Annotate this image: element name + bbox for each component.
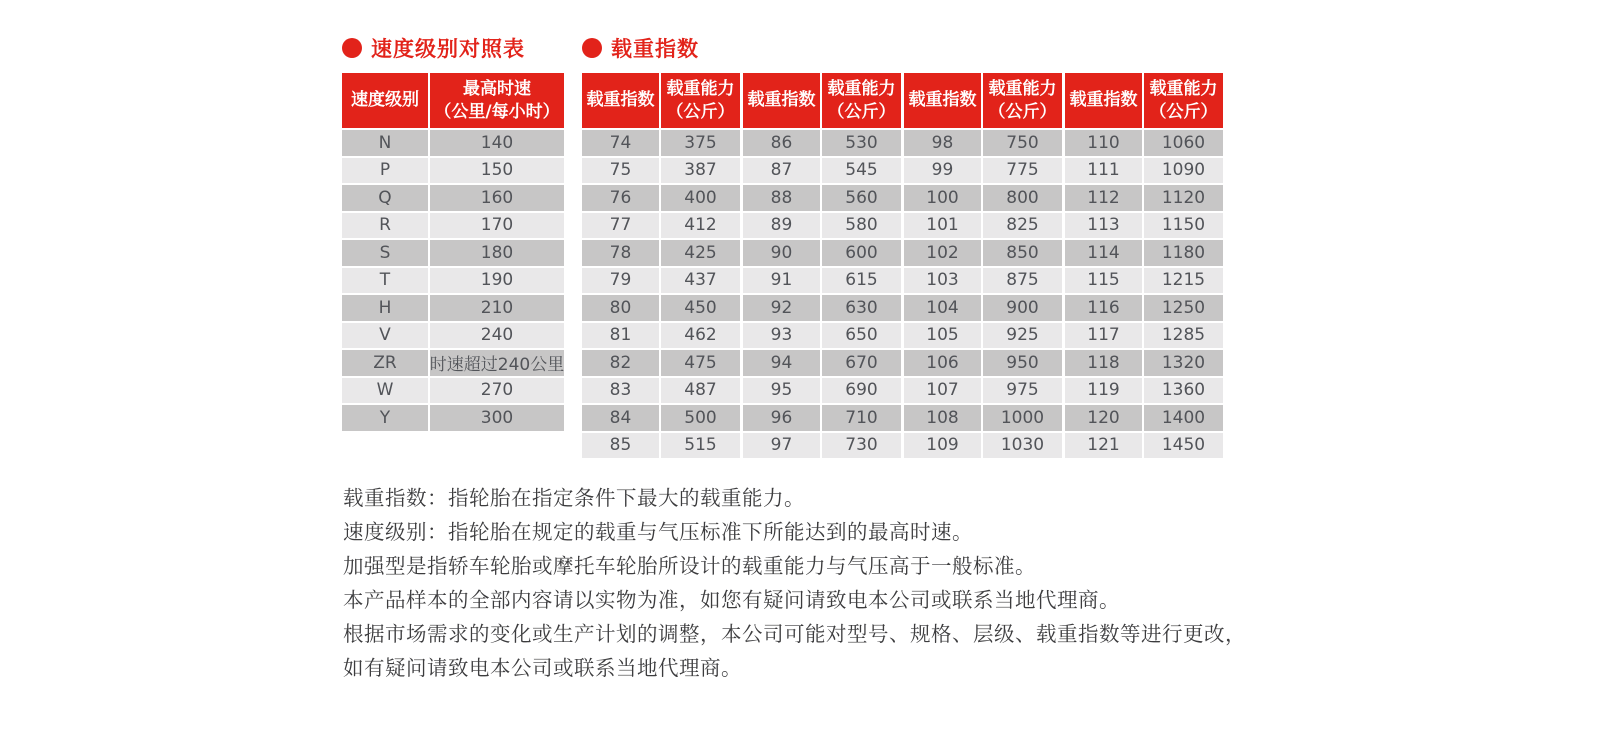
load-table-row xyxy=(582,130,740,156)
load-capacity-header-line1: 载重能力 xyxy=(666,79,735,100)
load-table-row xyxy=(904,323,1062,349)
load-capacity-cell: 475 xyxy=(661,350,740,376)
load-index-cell: 118 xyxy=(1065,350,1142,376)
load-table xyxy=(582,60,1223,460)
speed-rating-section xyxy=(342,36,564,433)
load-index-cell: 113 xyxy=(1065,213,1142,239)
load-capacity-header-line2: （公斤） xyxy=(1149,101,1218,122)
load-table-row xyxy=(1065,433,1223,459)
load-table-row xyxy=(904,405,1062,431)
load-capacity-cell: 1150 xyxy=(1144,213,1223,239)
speed-level-cell: T xyxy=(342,268,428,294)
speed-level-cell: S xyxy=(342,240,428,266)
load-index-cell: 93 xyxy=(743,323,820,349)
max-speed-header-cell xyxy=(430,73,564,128)
load-group-2-body xyxy=(743,130,901,458)
load-index-cell: 120 xyxy=(1065,405,1142,431)
load-capacity-cell: 710 xyxy=(822,405,901,431)
load-capacity-cell: 925 xyxy=(983,323,1062,349)
speed-level-cell: H xyxy=(342,295,428,321)
load-table-row xyxy=(743,130,901,156)
speed-level-cell: P xyxy=(342,158,428,184)
load-capacity-cell: 825 xyxy=(983,213,1062,239)
speed-level-cell: Q xyxy=(342,185,428,211)
load-index-cell: 92 xyxy=(743,295,820,321)
load-table-row xyxy=(582,213,740,239)
load-table-row xyxy=(582,295,740,321)
load-index-cell: 79 xyxy=(582,268,659,294)
max-speed-cell: 240 xyxy=(430,323,564,349)
load-index-cell: 97 xyxy=(743,433,820,459)
load-index-section xyxy=(582,36,1223,460)
load-group-4-body xyxy=(1065,130,1223,458)
load-group-4-header xyxy=(1065,73,1223,128)
load-index-cell: 102 xyxy=(904,240,981,266)
load-capacity-cell: 1215 xyxy=(1144,268,1223,294)
load-table-row xyxy=(1065,405,1223,431)
speed-level-cell: W xyxy=(342,378,428,404)
max-speed-cell: 时速超过240公里 xyxy=(430,350,564,376)
load-index-cell: 101 xyxy=(904,213,981,239)
load-table-row xyxy=(743,378,901,404)
speed-table-row xyxy=(342,350,564,376)
load-capacity-header-line1: 载重能力 xyxy=(988,79,1057,100)
speed-table-header xyxy=(342,73,564,128)
note-line: 如有疑问请致电本公司或联系当地代理商。 xyxy=(343,656,742,680)
max-speed-cell: 140 xyxy=(430,130,564,156)
load-index-cell: 114 xyxy=(1065,240,1142,266)
note-line: 速度级别：指轮胎在规定的载重与气压标准下所能达到的最高时速。 xyxy=(343,520,973,544)
max-speed-header-line1: 最高时速 xyxy=(463,79,531,100)
load-capacity-cell: 630 xyxy=(822,295,901,321)
load-capacity-cell: 412 xyxy=(661,213,740,239)
load-group-1-header xyxy=(582,73,740,128)
load-index-cell: 99 xyxy=(904,158,981,184)
footnotes xyxy=(343,481,1246,685)
load-index-cell: 96 xyxy=(743,405,820,431)
speed-table-row xyxy=(342,185,564,211)
bullet-dot-icon xyxy=(342,38,362,58)
load-capacity-cell: 1320 xyxy=(1144,350,1223,376)
load-table-row xyxy=(743,295,901,321)
load-table-row xyxy=(743,433,901,459)
load-capacity-cell: 530 xyxy=(822,130,901,156)
load-index-cell: 90 xyxy=(743,240,820,266)
load-table-row xyxy=(1065,158,1223,184)
load-table-row xyxy=(743,350,901,376)
load-table-row xyxy=(743,268,901,294)
load-index-cell: 98 xyxy=(904,130,981,156)
load-capacity-header-cell xyxy=(983,73,1062,128)
load-capacity-cell: 487 xyxy=(661,378,740,404)
max-speed-cell: 160 xyxy=(430,185,564,211)
load-capacity-cell: 450 xyxy=(661,295,740,321)
load-capacity-header-line2: （公斤） xyxy=(827,101,896,122)
load-index-cell: 74 xyxy=(582,130,659,156)
note-line: 本产品样本的全部内容请以实物为准，如您有疑问请致电本公司或联系当地代理商。 xyxy=(343,588,1120,612)
load-index-cell: 91 xyxy=(743,268,820,294)
load-capacity-cell: 1250 xyxy=(1144,295,1223,321)
load-table-row xyxy=(1065,185,1223,211)
note-line: 根据市场需求的变化或生产计划的调整，本公司可能对型号、规格、层级、载重指数等进行更改， xyxy=(343,622,1246,646)
max-speed-cell: 210 xyxy=(430,295,564,321)
speed-table-row xyxy=(342,158,564,184)
max-speed-cell: 300 xyxy=(430,405,564,431)
load-index-cell: 76 xyxy=(582,185,659,211)
load-capacity-cell: 975 xyxy=(983,378,1062,404)
load-table-group-2 xyxy=(743,60,901,460)
load-capacity-cell: 850 xyxy=(983,240,1062,266)
max-speed-cell: 190 xyxy=(430,268,564,294)
speed-level-cell: Y xyxy=(342,405,428,431)
load-table-row xyxy=(743,213,901,239)
load-table-row xyxy=(904,350,1062,376)
load-table-row xyxy=(582,185,740,211)
load-table-row xyxy=(904,240,1062,266)
load-index-cell: 78 xyxy=(582,240,659,266)
load-index-cell: 100 xyxy=(904,185,981,211)
load-group-3-body xyxy=(904,130,1062,458)
load-index-cell: 109 xyxy=(904,433,981,459)
speed-table-row xyxy=(342,295,564,321)
load-table-row xyxy=(1065,213,1223,239)
load-table-row xyxy=(743,323,901,349)
load-index-cell: 82 xyxy=(582,350,659,376)
load-index-cell: 81 xyxy=(582,323,659,349)
speed-table-body xyxy=(342,130,564,431)
speed-table-title xyxy=(342,36,564,60)
load-index-cell: 121 xyxy=(1065,433,1142,459)
load-capacity-header-cell xyxy=(822,73,901,128)
load-table-group-1 xyxy=(582,60,740,460)
load-capacity-cell: 800 xyxy=(983,185,1062,211)
load-capacity-cell: 400 xyxy=(661,185,740,211)
load-group-1-body xyxy=(582,130,740,458)
load-index-cell: 116 xyxy=(1065,295,1142,321)
load-table-row xyxy=(582,240,740,266)
speed-table-row xyxy=(342,378,564,404)
load-table-row xyxy=(1065,350,1223,376)
load-index-cell: 103 xyxy=(904,268,981,294)
load-capacity-cell: 1060 xyxy=(1144,130,1223,156)
load-index-cell: 119 xyxy=(1065,378,1142,404)
load-capacity-cell: 1360 xyxy=(1144,378,1223,404)
load-capacity-cell: 615 xyxy=(822,268,901,294)
speed-level-cell: ZR xyxy=(342,350,428,376)
load-capacity-cell: 1000 xyxy=(983,405,1062,431)
speed-table-title-text: 速度级别对照表 xyxy=(371,37,525,61)
load-index-cell: 115 xyxy=(1065,268,1142,294)
note-line: 载重指数：指轮胎在指定条件下最大的载重能力。 xyxy=(343,486,805,510)
load-capacity-cell: 1120 xyxy=(1144,185,1223,211)
load-index-cell: 94 xyxy=(743,350,820,376)
load-index-cell: 117 xyxy=(1065,323,1142,349)
load-capacity-cell: 950 xyxy=(983,350,1062,376)
load-capacity-header-line1: 载重能力 xyxy=(827,79,896,100)
load-table-row xyxy=(743,240,901,266)
load-index-cell: 108 xyxy=(904,405,981,431)
load-capacity-cell: 560 xyxy=(822,185,901,211)
load-table-row xyxy=(904,185,1062,211)
load-table-row xyxy=(904,213,1062,239)
load-index-cell: 83 xyxy=(582,378,659,404)
load-capacity-cell: 1180 xyxy=(1144,240,1223,266)
load-capacity-cell: 437 xyxy=(661,268,740,294)
load-capacity-cell: 515 xyxy=(661,433,740,459)
max-speed-cell: 270 xyxy=(430,378,564,404)
load-table-title-text: 载重指数 xyxy=(611,37,699,61)
load-table-row xyxy=(743,185,901,211)
load-table-row xyxy=(582,433,740,459)
bullet-dot-icon xyxy=(582,38,602,58)
load-capacity-cell: 545 xyxy=(822,158,901,184)
speed-level-cell: N xyxy=(342,130,428,156)
load-table-row xyxy=(1065,268,1223,294)
load-index-cell: 110 xyxy=(1065,130,1142,156)
load-index-cell: 106 xyxy=(904,350,981,376)
speed-table-row xyxy=(342,240,564,266)
load-capacity-cell: 775 xyxy=(983,158,1062,184)
load-capacity-cell: 1285 xyxy=(1144,323,1223,349)
load-index-header-cell: 载重指数 xyxy=(1065,73,1142,128)
load-index-cell: 88 xyxy=(743,185,820,211)
load-table-row xyxy=(1065,295,1223,321)
load-index-cell: 86 xyxy=(743,130,820,156)
load-index-cell: 80 xyxy=(582,295,659,321)
load-index-cell: 105 xyxy=(904,323,981,349)
load-capacity-header-cell xyxy=(661,73,740,128)
max-speed-header-line2: （公里/每小时） xyxy=(434,101,560,122)
load-capacity-cell: 670 xyxy=(822,350,901,376)
speed-table-row xyxy=(342,323,564,349)
load-table-row xyxy=(904,378,1062,404)
load-table-row xyxy=(582,378,740,404)
load-table-row xyxy=(904,130,1062,156)
load-capacity-cell: 580 xyxy=(822,213,901,239)
load-index-cell: 85 xyxy=(582,433,659,459)
load-index-header-cell: 载重指数 xyxy=(904,73,981,128)
load-index-cell: 87 xyxy=(743,158,820,184)
speed-table xyxy=(342,73,564,431)
load-index-cell: 112 xyxy=(1065,185,1142,211)
load-capacity-cell: 375 xyxy=(661,130,740,156)
load-table-row xyxy=(1065,378,1223,404)
load-index-cell: 77 xyxy=(582,213,659,239)
speed-table-row xyxy=(342,405,564,431)
load-index-cell: 95 xyxy=(743,378,820,404)
load-capacity-header-line2: （公斤） xyxy=(666,101,735,122)
load-table-group-4 xyxy=(1065,60,1223,460)
load-table-row xyxy=(743,405,901,431)
load-table-row xyxy=(904,433,1062,459)
load-table-row xyxy=(743,158,901,184)
max-speed-cell: 180 xyxy=(430,240,564,266)
speed-level-cell: V xyxy=(342,323,428,349)
load-capacity-header-line2: （公斤） xyxy=(988,101,1057,122)
speed-table-row xyxy=(342,213,564,239)
load-capacity-header-cell xyxy=(1144,73,1223,128)
load-index-header-cell: 载重指数 xyxy=(743,73,820,128)
load-table-row xyxy=(904,268,1062,294)
load-capacity-cell: 900 xyxy=(983,295,1062,321)
load-table-row xyxy=(904,158,1062,184)
speed-level-header-cell: 速度级别 xyxy=(342,73,428,128)
max-speed-cell: 150 xyxy=(430,158,564,184)
load-capacity-cell: 875 xyxy=(983,268,1062,294)
load-index-cell: 107 xyxy=(904,378,981,404)
load-capacity-cell: 1090 xyxy=(1144,158,1223,184)
load-table-row xyxy=(582,158,740,184)
load-table-row xyxy=(1065,130,1223,156)
load-index-cell: 111 xyxy=(1065,158,1142,184)
load-table-group-3 xyxy=(904,60,1062,460)
load-table-row xyxy=(904,295,1062,321)
load-capacity-cell: 1030 xyxy=(983,433,1062,459)
load-capacity-cell: 730 xyxy=(822,433,901,459)
load-table-row xyxy=(582,350,740,376)
load-capacity-cell: 650 xyxy=(822,323,901,349)
max-speed-cell: 170 xyxy=(430,213,564,239)
speed-table-row xyxy=(342,268,564,294)
load-capacity-cell: 462 xyxy=(661,323,740,349)
load-group-2-header xyxy=(743,73,901,128)
load-index-cell: 104 xyxy=(904,295,981,321)
load-table-row xyxy=(1065,240,1223,266)
load-table-row xyxy=(582,405,740,431)
load-capacity-cell: 600 xyxy=(822,240,901,266)
note-line: 加强型是指轿车轮胎或摩托车轮胎所设计的载重能力与气压高于一般标准。 xyxy=(343,554,1036,578)
load-index-header-cell: 载重指数 xyxy=(582,73,659,128)
load-table-row xyxy=(582,323,740,349)
load-capacity-header-line1: 载重能力 xyxy=(1149,79,1218,100)
speed-table-row xyxy=(342,130,564,156)
load-capacity-cell: 1400 xyxy=(1144,405,1223,431)
load-table-title xyxy=(582,36,1223,60)
load-capacity-cell: 690 xyxy=(822,378,901,404)
load-table-row xyxy=(582,268,740,294)
load-table-row xyxy=(1065,323,1223,349)
load-index-cell: 84 xyxy=(582,405,659,431)
load-capacity-cell: 750 xyxy=(983,130,1062,156)
load-index-cell: 75 xyxy=(582,158,659,184)
load-capacity-cell: 1450 xyxy=(1144,433,1223,459)
load-index-cell: 89 xyxy=(743,213,820,239)
speed-level-cell: R xyxy=(342,213,428,239)
load-capacity-cell: 500 xyxy=(661,405,740,431)
load-capacity-cell: 425 xyxy=(661,240,740,266)
load-group-3-header xyxy=(904,73,1062,128)
load-capacity-cell: 387 xyxy=(661,158,740,184)
